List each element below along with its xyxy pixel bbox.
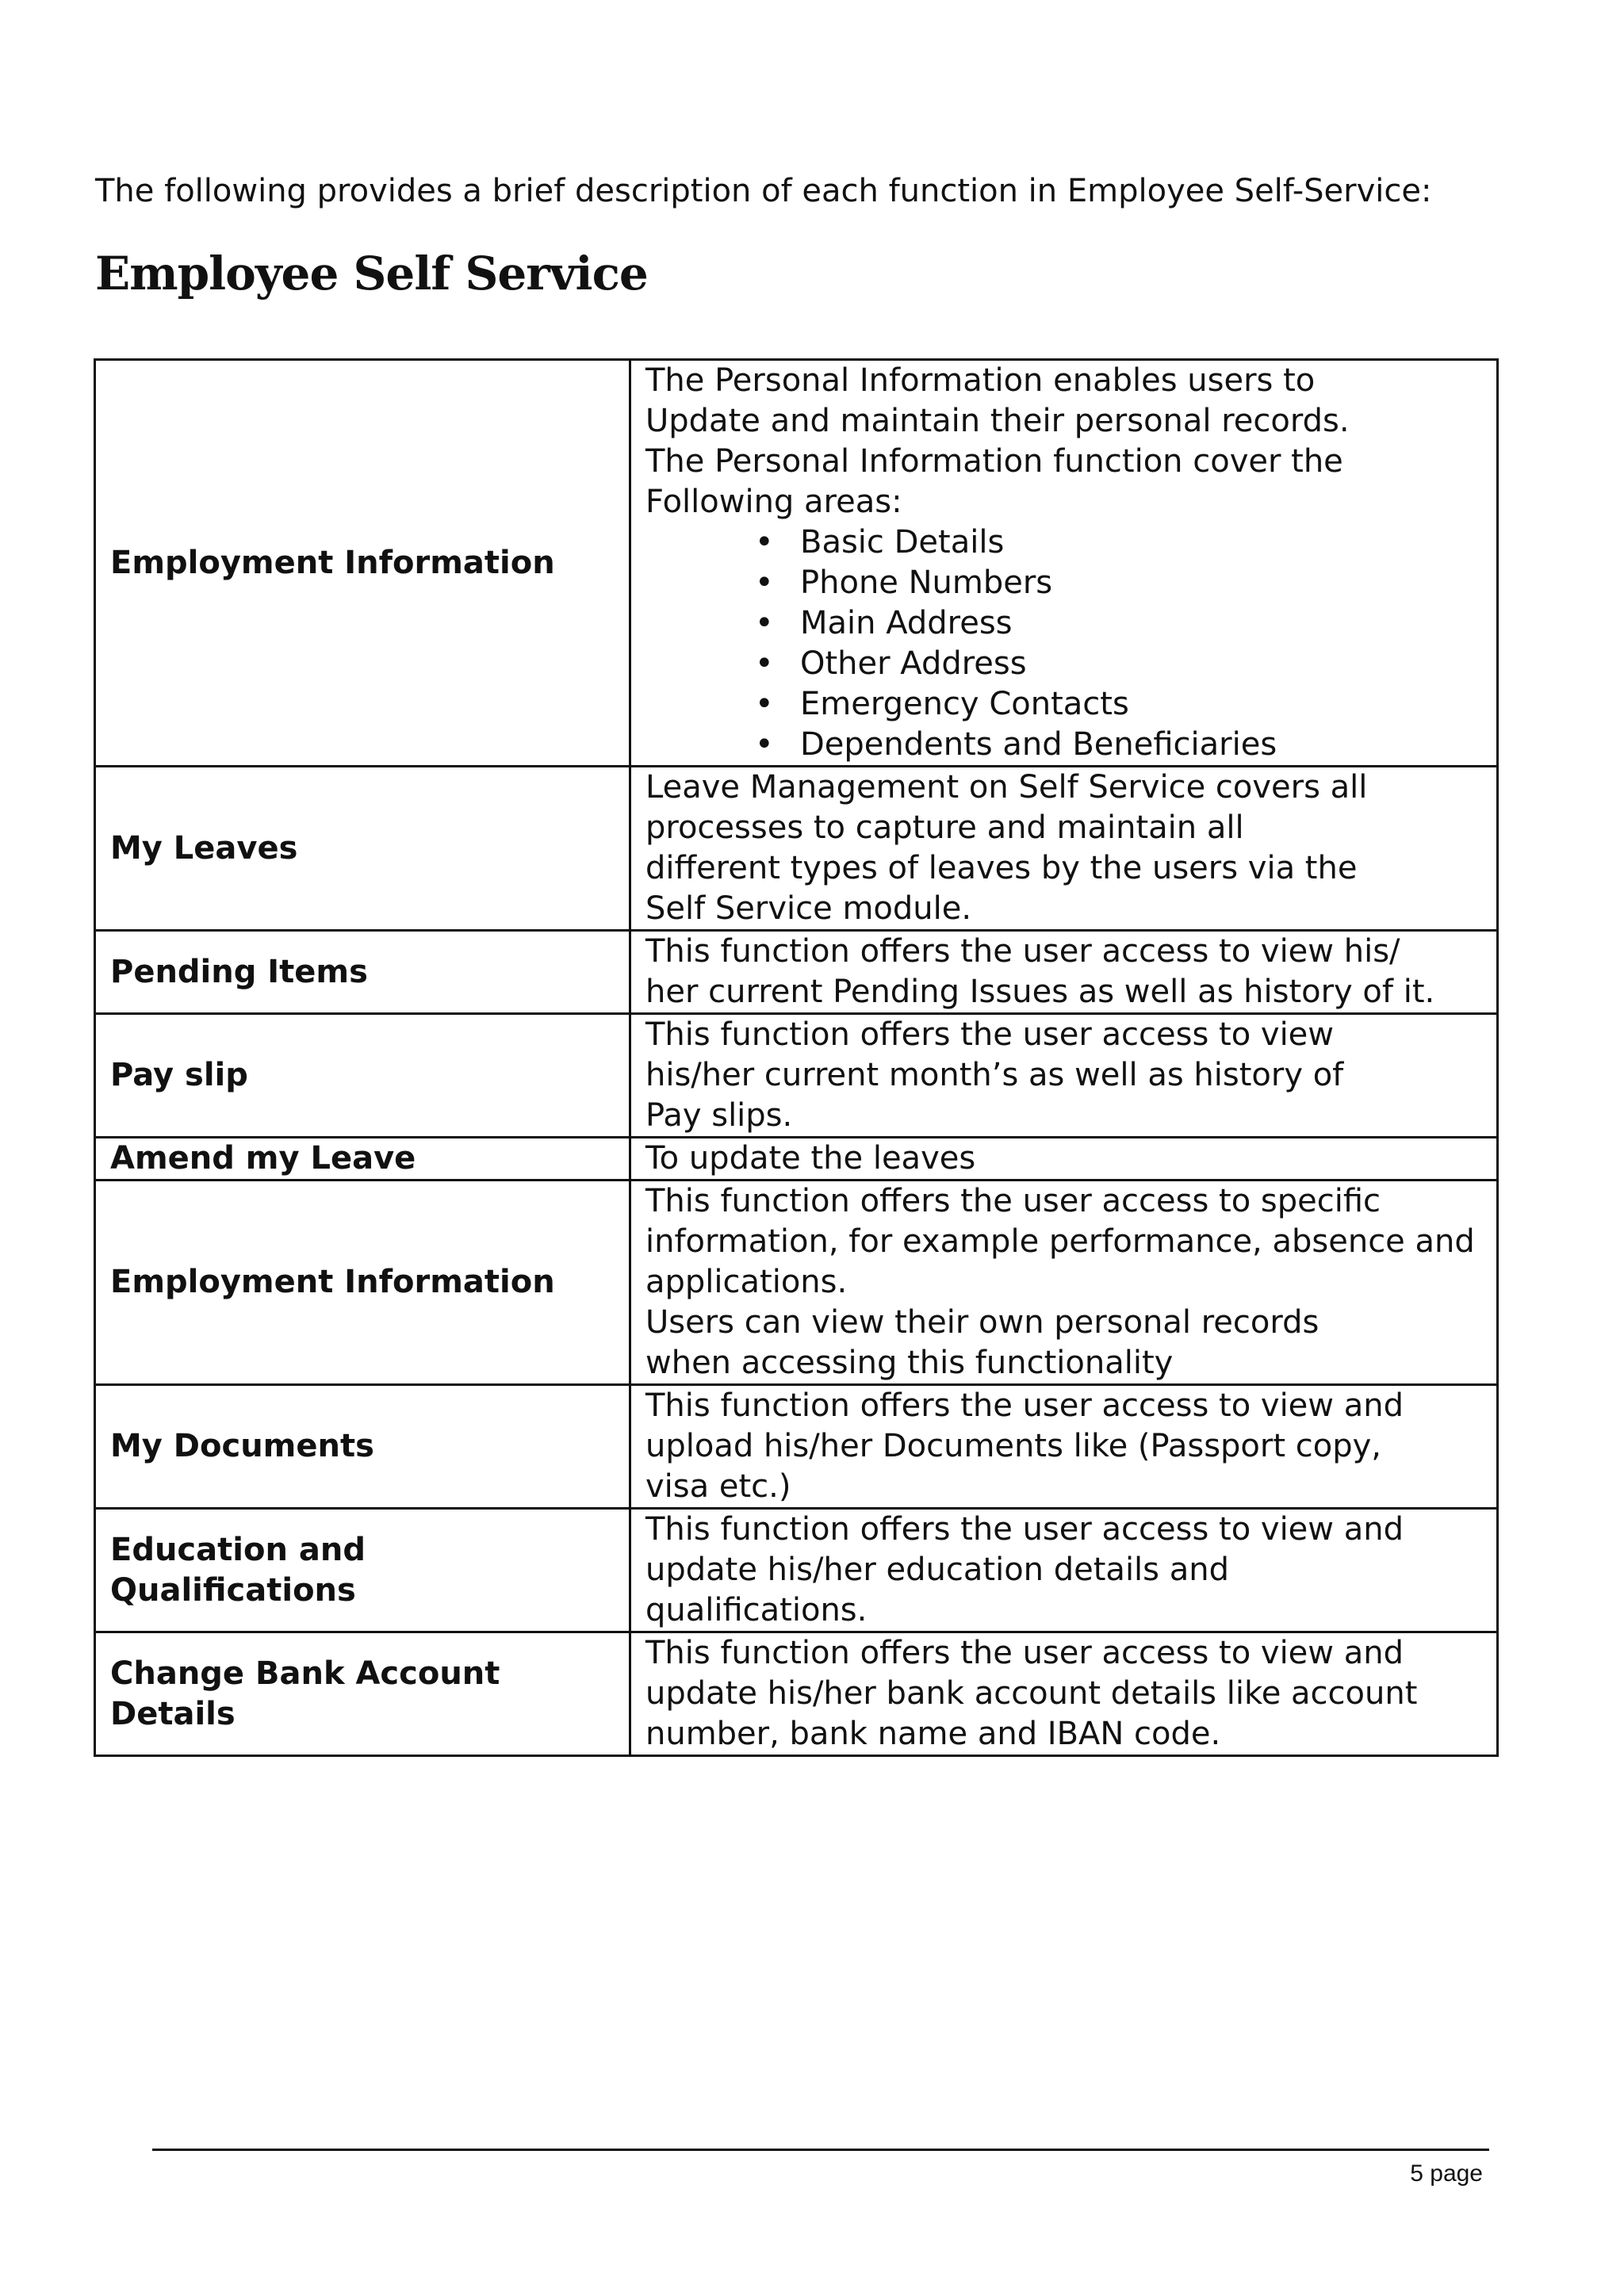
description-line: update his/her education details and <box>645 1552 1229 1588</box>
table-row <box>95 1632 1498 1756</box>
description-line: update his/her bank account details like account <box>645 1675 1418 1712</box>
description-line: Self Service module. <box>645 890 972 927</box>
function-name: Employment Information <box>95 360 630 767</box>
table-row <box>95 931 1498 1014</box>
description-line: her current Pending Issues as well as history of it. <box>645 974 1435 1010</box>
table-row <box>95 1138 1498 1181</box>
description-line: applications. <box>645 1264 848 1300</box>
intro-text: The following provides a brief description of each function in Employee Self-Service: <box>95 173 1432 209</box>
description-line: To update the leaves <box>645 1140 976 1177</box>
function-name: My Documents <box>95 1385 630 1509</box>
table-row <box>95 1385 1498 1509</box>
function-name-line: Details <box>110 1695 236 1732</box>
description-line: when accessing this functionality <box>645 1345 1174 1381</box>
description-line: different types of leaves by the users via the <box>645 850 1358 886</box>
description-line: This function offers the user access to view and <box>645 1387 1404 1424</box>
description-line: number, bank name and IBAN code. <box>645 1716 1221 1752</box>
function-name: Pending Items <box>95 931 630 1014</box>
table-row <box>95 767 1498 931</box>
description-line: information, for example performance, absence and <box>645 1223 1475 1260</box>
description-line: The Personal Information enables users to <box>645 362 1316 399</box>
function-description <box>630 931 1498 1014</box>
list-item: • Main Address <box>800 603 1482 644</box>
description-line: This function offers the user access to view <box>645 1016 1335 1053</box>
function-description <box>630 1181 1498 1385</box>
list-item: • Dependents and Beneficiaries <box>800 725 1482 765</box>
list-item: • Emergency Contacts <box>800 684 1482 725</box>
page-heading: Employee Self Service <box>95 247 648 300</box>
description-line: The Personal Information function cover the <box>645 443 1343 480</box>
function-name <box>95 1632 630 1756</box>
description-line: Following areas: <box>645 484 902 520</box>
function-description <box>630 1509 1498 1632</box>
list-item: • Basic Details <box>800 522 1482 563</box>
functions-table <box>94 358 1499 1757</box>
function-name: My Leaves <box>95 767 630 931</box>
list-item: • Phone Numbers <box>800 563 1482 603</box>
function-description <box>630 360 1498 767</box>
function-name <box>95 1509 630 1632</box>
function-name: Employment Information <box>95 1181 630 1385</box>
function-name: Pay slip <box>95 1014 630 1138</box>
description-line: processes to capture and maintain all <box>645 809 1244 846</box>
description-line: This function offers the user access to view and <box>645 1511 1404 1548</box>
description-line: Users can view their own personal records <box>645 1304 1320 1341</box>
footer-divider <box>152 2149 1489 2151</box>
function-name: Amend my Leave <box>95 1138 630 1181</box>
description-line: This function offers the user access to view and <box>645 1635 1404 1671</box>
table-row <box>95 1181 1498 1385</box>
description-line: This function offers the user access to view his/ <box>645 933 1400 970</box>
table-row <box>95 1509 1498 1632</box>
list-item: • Other Address <box>800 644 1482 684</box>
description-line: Leave Management on Self Service covers all <box>645 769 1368 806</box>
description-line: qualifications. <box>645 1592 868 1628</box>
description-line: Update and maintain their personal records. <box>645 403 1350 439</box>
function-name-line: Change Bank Account <box>110 1655 500 1692</box>
table-row <box>95 1014 1498 1138</box>
function-description <box>630 1632 1498 1756</box>
page-number: 5 page <box>1410 2160 1483 2187</box>
description-line: Pay slips. <box>645 1097 793 1134</box>
function-name-line: Education and <box>110 1531 366 1568</box>
description-line: his/her current month’s as well as history of <box>645 1057 1344 1093</box>
description-line: visa etc.) <box>645 1468 791 1505</box>
function-description <box>630 767 1498 931</box>
areas-list <box>645 522 1482 765</box>
function-description <box>630 1385 1498 1509</box>
description-line: This function offers the user access to specific <box>645 1183 1381 1219</box>
function-name-line: Qualifications <box>110 1571 356 1609</box>
table-row <box>95 360 1498 767</box>
description-line: upload his/her Documents like (Passport copy, <box>645 1428 1381 1464</box>
function-description <box>630 1014 1498 1138</box>
function-description <box>630 1138 1498 1181</box>
